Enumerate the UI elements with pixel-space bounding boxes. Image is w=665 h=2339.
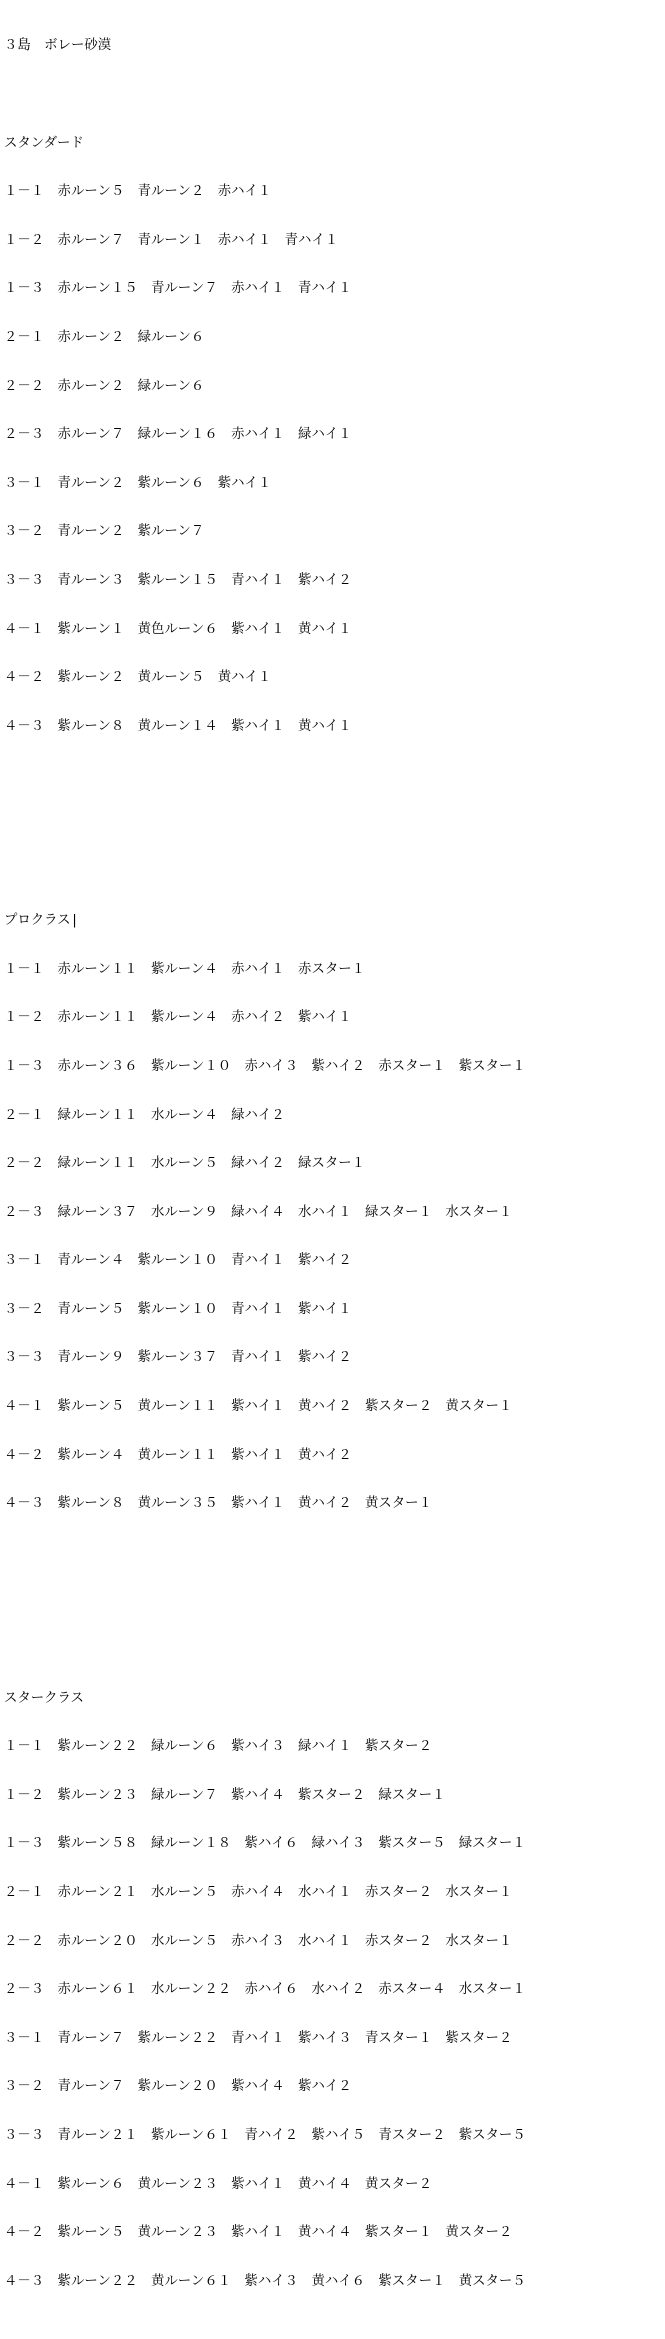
stage-row: １－１ 赤ルーン５ 青ルーン２ 赤ハイ１	[4, 184, 272, 200]
section-spacer	[4, 816, 662, 832]
stage-row: ４－１ 紫ルーン５ 黄ルーン１１ 紫ハイ１ 黄ハイ２ 紫スター２ 黄スター１	[4, 1399, 513, 1415]
section-heading: スタークラス	[4, 1690, 84, 1706]
stage-row: ４－１ 紫ルーン１ 黄色ルーン６ 紫ハイ１ 黄ハイ１	[4, 621, 352, 637]
stage-row: １－２ 赤ルーン７ 青ルーン１ 赤ハイ１ 青ハイ１	[4, 232, 339, 248]
section-pro-class	[4, 881, 662, 1545]
stage-row: ４－３ 紫ルーン８ 黄ルーン１４ 紫ハイ１ 黄ハイ１	[4, 718, 352, 734]
stage-row: １－２ 赤ルーン１１ 紫ルーン４ 赤ハイ２ 紫ハイ１	[4, 1010, 352, 1026]
stage-row: ３－３ 青ルーン２１ 紫ルーン６１ 青ハイ２ 紫ハイ５ 青スター２ 紫スター５	[4, 2128, 526, 2144]
stage-row: ３－２ 青ルーン５ 紫ルーン１０ 青ハイ１ 紫ハイ１	[4, 1301, 352, 1317]
stage-row: ３－１ 青ルーン２ 紫ルーン６ 紫ハイ１	[4, 475, 272, 491]
stage-row: １－３ 紫ルーン５８ 緑ルーン１８ 紫ハイ６ 緑ハイ３ 紫スター５ 緑スター１	[4, 1836, 526, 1852]
stage-row: ４－２ 紫ルーン４ 黄ルーン１１ 紫ハイ１ 黄ハイ２	[4, 1447, 352, 1463]
stage-row: １－３ 赤ルーン３６ 紫ルーン１０ 赤ハイ３ 紫ハイ２ 赤スター１ 紫スター１	[4, 1058, 526, 1074]
stage-row: ２－２ 赤ルーン２ 緑ルーン６	[4, 378, 205, 394]
stage-row: ３－３ 青ルーン３ 紫ルーン１５ 青ハイ１ 紫ハイ２	[4, 572, 352, 588]
stage-row: ３－３ 青ルーン９ 紫ルーン３７ 青ハイ１ 紫ハイ２	[4, 1350, 352, 1366]
stage-row: ４－３ 紫ルーン２２ 黄ルーン６１ 紫ハイ３ 黄ハイ６ 紫スター１ 黄スター５	[4, 2273, 526, 2289]
section-heading: プロクラス|	[4, 913, 79, 929]
stage-row: ３－２ 青ルーン２ 紫ルーン７	[4, 524, 205, 540]
document-title: ３島 ボレー砂漠	[4, 38, 112, 54]
section-star-class	[4, 1658, 662, 2322]
stage-row: ２－１ 赤ルーン２１ 水ルーン５ 赤ハイ４ 水ハイ１ 赤スター２ 水スター１	[4, 1885, 513, 1901]
stage-row: ２－１ 赤ルーン２ 緑ルーン６	[4, 329, 205, 345]
stage-row: ２－３ 緑ルーン３７ 水ルーン９ 緑ハイ４ 水ハイ１ 緑スター１ 水スター１	[4, 1204, 513, 1220]
stage-row: ４－１ 紫ルーン６ 黄ルーン２３ 紫ハイ１ 黄ハイ４ 黄スター２	[4, 2176, 432, 2192]
stage-row: ３－１ 青ルーン７ 紫ルーン２２ 青ハイ１ 紫ハイ３ 青スター１ 紫スター２	[4, 2030, 513, 2046]
stage-row: １－３ 赤ルーン１５ 青ルーン７ 赤ハイ１ 青ハイ１	[4, 281, 352, 297]
document-body	[4, 6, 662, 2339]
stage-row: １－１ 赤ルーン１１ 紫ルーン４ 赤ハイ１ 赤スター１	[4, 961, 366, 977]
stage-row: ２－１ 緑ルーン１１ 水ルーン４ 緑ハイ２	[4, 1107, 285, 1123]
stage-row: ２－３ 赤ルーン７ 緑ルーン１６ 赤ハイ１ 緑ハイ１	[4, 427, 352, 443]
stage-row: ４－２ 紫ルーン５ 黄ルーン２３ 紫ハイ１ 黄ハイ４ 紫スター１ 黄スター２	[4, 2225, 513, 2241]
stage-row: ４－２ 紫ルーン２ 黄ルーン５ 黄ハイ１	[4, 670, 272, 686]
stage-row: ２－２ 緑ルーン１１ 水ルーン５ 緑ハイ２ 緑スター１	[4, 1156, 366, 1172]
stage-row: ４－３ 紫ルーン８ 黄ルーン３５ 紫ハイ１ 黄ハイ２ 黄スター１	[4, 1496, 432, 1512]
stage-row: １－１ 紫ルーン２２ 緑ルーン６ 紫ハイ３ 緑ハイ１ 紫スター２	[4, 1739, 432, 1755]
stage-row: ２－３ 赤ルーン６１ 水ルーン２２ 赤ハイ６ 水ハイ２ 赤スター４ 水スター１	[4, 1982, 526, 1998]
stage-row: １－２ 紫ルーン２３ 緑ルーン７ 紫ハイ４ 紫スター２ 緑スター１	[4, 1787, 446, 1803]
section-spacer	[4, 1593, 662, 1609]
stage-row: ２－２ 赤ルーン２０ 水ルーン５ 赤ハイ３ 水ハイ１ 赤スター２ 水スター１	[4, 1933, 513, 1949]
section-standard	[4, 103, 662, 767]
section-heading: スタンダード	[4, 135, 84, 151]
stage-row: ３－１ 青ルーン４ 紫ルーン１０ 青ハイ１ 紫ハイ２	[4, 1253, 352, 1269]
stage-row: ３－２ 青ルーン７ 紫ルーン２０ 紫ハイ４ 紫ハイ２	[4, 2079, 352, 2095]
